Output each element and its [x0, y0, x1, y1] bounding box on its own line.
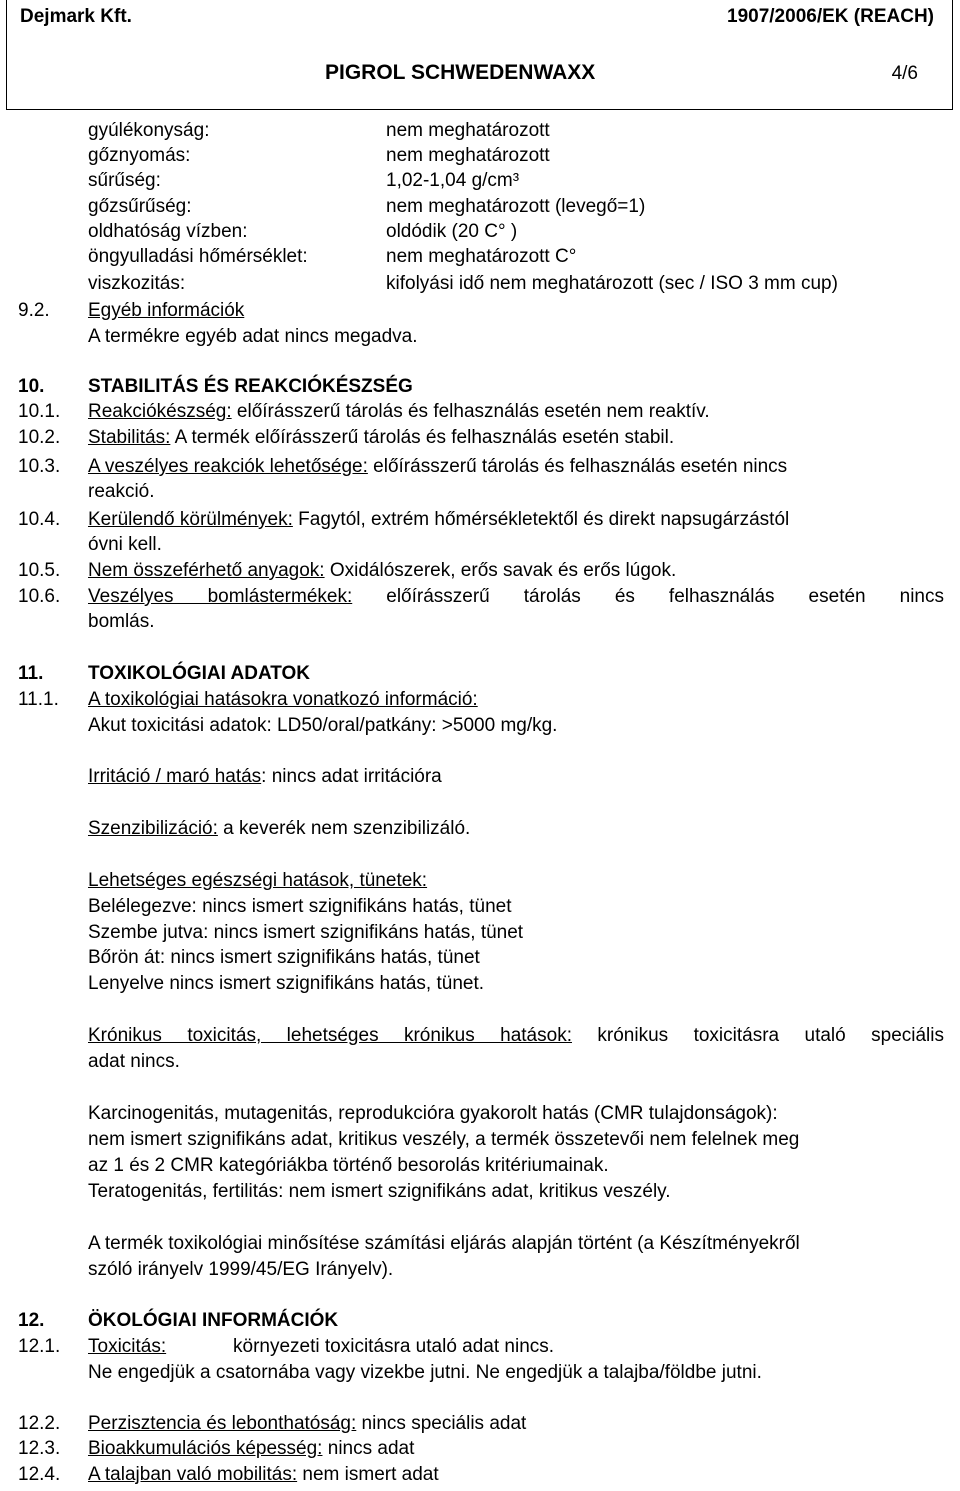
- item-number: 12.1.: [18, 1336, 61, 1357]
- effect-line: Bőrön át: nincs ismert szignifikáns hatás, tünet: [88, 947, 480, 968]
- product-name: PIGROL SCHWEDENWAXX: [325, 61, 596, 84]
- item-body-continued: reakció.: [88, 481, 155, 502]
- section-text: A termékre egyéb adat nincs megadva.: [88, 326, 418, 347]
- cmr-line: Karcinogenitás, mutagenitás, reprodukcióra gyakorolt hatás (CMR tulajdonságok):: [88, 1103, 778, 1124]
- item-text: [88, 1438, 414, 1460]
- item-number: 11.1.: [18, 689, 59, 710]
- chronic-toxicity: [88, 1025, 944, 1047]
- item-label: Kerülendő körülmények:: [88, 509, 293, 530]
- item-number: 10.6.: [18, 586, 61, 607]
- sensitization-text: a keverék nem szenzibilizáló.: [217, 818, 471, 839]
- effect-line: Lenyelve nincs ismert szignifikáns hatás, tünet.: [88, 973, 485, 994]
- item-body: nem ismert adat: [297, 1464, 439, 1485]
- item-text: [88, 586, 944, 608]
- chronic-text-continued: adat nincs.: [88, 1051, 180, 1072]
- property-label: sűrűség:: [88, 170, 161, 191]
- item-number: 12.3.: [18, 1438, 61, 1459]
- property-value: nem meghatározott (levegő=1): [386, 196, 646, 217]
- item-label: A toxikológiai hatásokra vonatkozó információ:: [88, 689, 478, 710]
- cmr-line: Teratogenitás, fertilitás: nem ismert szignifikáns adat, kritikus veszély.: [88, 1181, 671, 1202]
- cmr-line: nem ismert szignifikáns adat, kritikus veszély, a termék összetevői nem felelnek meg: [88, 1129, 800, 1150]
- item-body: Fagytól, extrém hőmérsékletektől és direkt napsugárzástól: [292, 509, 790, 530]
- item-number: 12.2.: [18, 1413, 61, 1434]
- item-body: A termék előírásszerű tárolás és felhasználás esetén stabil.: [170, 427, 675, 448]
- item-label: Reakciókészség:: [88, 401, 232, 422]
- item-label: Toxicitás:: [88, 1336, 167, 1357]
- section-title: STABILITÁS ÉS REAKCIÓKÉSZSÉG: [88, 376, 413, 397]
- item-label: Nem összeférhető anyagok:: [88, 560, 325, 581]
- item-text: [88, 456, 787, 478]
- item-label: Stabilitás:: [88, 427, 171, 448]
- item-number: 10.2.: [18, 427, 61, 448]
- item-label: Perzisztencia és lebonthatóság:: [88, 1413, 357, 1434]
- item-text: [88, 401, 710, 423]
- property-value: oldódik (20 C° ): [386, 221, 518, 242]
- property-value: nem meghatározott C°: [386, 246, 577, 267]
- section-number: 10.: [18, 376, 45, 397]
- section-title: Egyéb információk: [88, 300, 245, 321]
- irritation-label: Irritáció / maró hatás: [88, 766, 262, 787]
- property-value: kifolyási idő nem meghatározott (sec / ISO 3 mm cup): [386, 273, 838, 294]
- chronic-label: Krónikus toxicitás, lehetséges krónikus hatások:: [88, 1025, 572, 1046]
- cmr-line: az 1 és 2 CMR kategóriákba történő besorolás kritériumainak.: [88, 1155, 609, 1176]
- property-value: 1,02-1,04 g/cm³: [386, 170, 520, 191]
- item-text: [88, 560, 676, 582]
- section-number: 12.: [18, 1310, 45, 1331]
- item-number: 12.4.: [18, 1464, 61, 1485]
- item-text: [88, 509, 789, 531]
- item-body-continued: bomlás.: [88, 611, 155, 632]
- chronic-text: krónikus toxicitásra utaló speciális: [571, 1025, 944, 1046]
- section-number: 9.2.: [18, 300, 50, 321]
- item-body-continued: Ne engedjük a csatornába vagy vizekbe jutni. Ne engedjük a talajba/földbe jutni.: [88, 1362, 762, 1383]
- section-title: TOXIKOLÓGIAI ADATOK: [88, 663, 311, 684]
- item-label: Bioakkumulációs képesség:: [88, 1438, 323, 1459]
- item-text: [88, 1413, 526, 1435]
- item-body: előírásszerű tárolás és felhasználás esetén nincs: [352, 586, 944, 607]
- property-label: gőzsűrűség:: [88, 196, 192, 217]
- item-text: [88, 1464, 439, 1486]
- property-label: öngyulladási hőmérséklet:: [88, 246, 308, 267]
- effect-line: Belélegezve: nincs ismert szignifikáns hatás, tünet: [88, 896, 512, 917]
- item-label: Veszélyes bomlástermékek:: [88, 586, 353, 607]
- effect-line: Szembe jutva: nincs ismert szignifikáns hatás, tünet: [88, 922, 524, 943]
- item-body-continued: óvni kell.: [88, 534, 162, 555]
- irritation-text: : nincs adat irritációra: [261, 766, 442, 787]
- sensitization-label: Szenzibilizáció:: [88, 818, 218, 839]
- section-title: ÖKOLÓGIAI INFORMÁCIÓK: [88, 1310, 339, 1331]
- classification-line: A termék toxikológiai minősítése számítási eljárás alapján történt (a Készítményekről: [88, 1233, 800, 1254]
- acute-toxicity: Akut toxicitási adatok: LD50/oral/patkány: >5000 mg/kg.: [88, 715, 558, 736]
- item-label: A veszélyes reakciók lehetősége:: [88, 456, 368, 477]
- effects-label: Lehetséges egészségi hatások, tünetek:: [88, 870, 428, 891]
- property-value: nem meghatározott: [386, 145, 550, 166]
- classification-line: szóló irányelv 1999/45/EG Irányelv).: [88, 1259, 394, 1280]
- item-label: A talajban való mobilitás:: [88, 1464, 298, 1485]
- sensitization: [88, 818, 470, 840]
- item-body: nincs speciális adat: [356, 1413, 527, 1434]
- page-header: [6, 0, 953, 110]
- item-body: Oxidálószerek, erős savak és erős lúgok.: [324, 560, 677, 581]
- page-number: 4/6: [891, 63, 918, 84]
- company-name: Dejmark Kft.: [20, 6, 132, 27]
- section-number: 11.: [18, 663, 44, 684]
- item-number: 10.1.: [18, 401, 61, 422]
- irritation: [88, 766, 442, 788]
- item-body: előírásszerű tárolás és felhasználás esetén nem reaktív.: [231, 401, 710, 422]
- property-label: gyúlékonyság:: [88, 120, 210, 141]
- item-number: 10.3.: [18, 456, 61, 477]
- property-value: nem meghatározott: [386, 120, 550, 141]
- item-number: 10.5.: [18, 560, 61, 581]
- property-label: oldhatóság vízben:: [88, 221, 248, 242]
- item-body: környezeti toxicitásra utaló adat nincs.: [233, 1336, 555, 1357]
- property-label: gőznyomás:: [88, 145, 191, 166]
- property-label: viszkozitás:: [88, 273, 186, 294]
- item-body: nincs adat: [322, 1438, 415, 1459]
- item-text: [88, 427, 674, 449]
- item-number: 10.4.: [18, 509, 61, 530]
- regulation-reference: 1907/2006/EK (REACH): [727, 6, 934, 27]
- item-body: előírásszerű tárolás és felhasználás esetén nincs: [367, 456, 788, 477]
